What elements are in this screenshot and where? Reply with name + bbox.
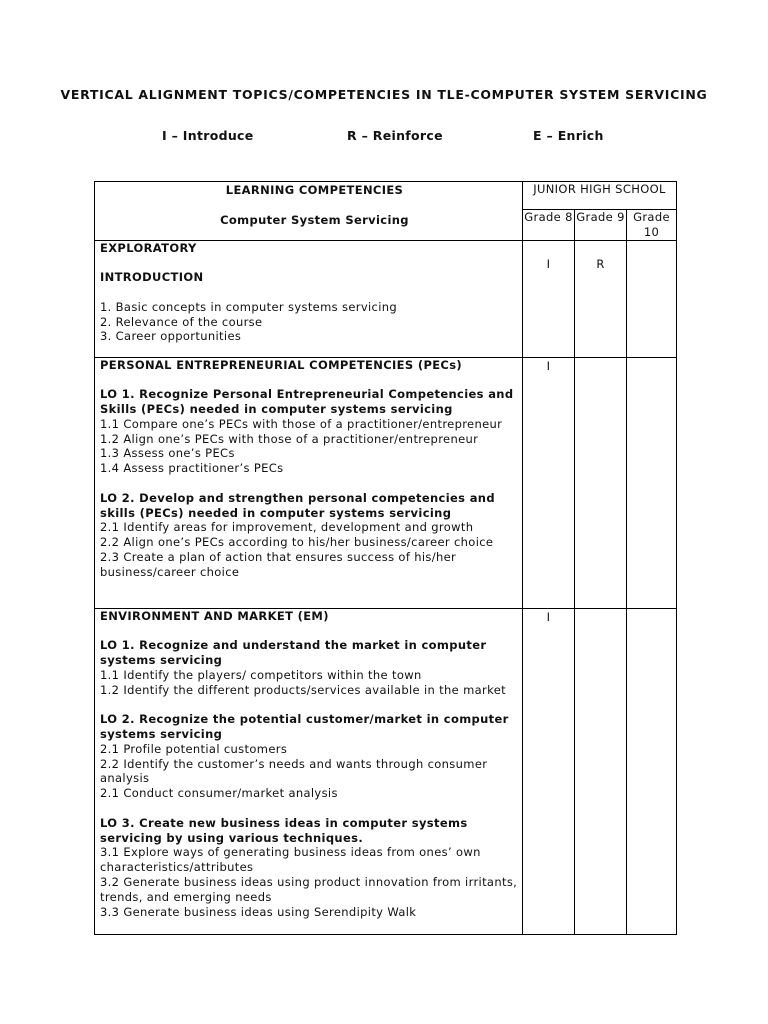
list-item: 2.1 Conduct consumer/market analysis — [100, 786, 338, 801]
section-subtitle: INTRODUCTION — [100, 270, 204, 285]
lo-heading: LO 2. Develop and strengthen personal competencies and skills (PECs) needed in computer systems servicing — [100, 490, 495, 520]
list-item: 3.2 Generate business ideas using product innovation from irritants, trends, and emerging needs — [100, 874, 518, 904]
list-item: 3.3 Generate business ideas using Serendipity Walk — [100, 904, 417, 919]
header-learning-label: LEARNING COMPETENCIES — [225, 183, 404, 197]
lo-heading: LO 2. Recognize the potential customer/market in computer systems servicing — [100, 712, 509, 741]
list-item: 2.2 Align one’s PECs according to his/her business/career choice — [100, 535, 494, 550]
grade-10-value — [627, 241, 676, 257]
section-title: PERSONAL ENTREPRENEURIAL COMPETENCIES (PECs) — [100, 357, 463, 372]
header-jhs-cell — [523, 182, 677, 210]
grade-8-cell — [523, 240, 575, 357]
grade-8-value: I — [546, 358, 551, 373]
lo-heading: LO 1. Recognize Personal Entrepreneurial Competencies and Skills (PECs) needed in computer systems servicing — [100, 387, 514, 416]
section-title: EXPLORATORY — [100, 240, 197, 255]
grade-10-cell — [627, 608, 677, 934]
list-item: 1.1 Identify the players/ competitors within the town — [100, 667, 422, 682]
list-item: 2.2 Identify the customer’s needs and wants through consumer analysis — [100, 756, 488, 786]
table-row — [95, 240, 677, 357]
list-item: 1.3 Assess one’s PECs — [100, 446, 235, 461]
list-item: 1.1 Compare one’s PECs with those of a practitioner/entrepreneur — [100, 416, 503, 431]
legend-reinforce: R – Reinforce — [347, 128, 443, 143]
grade-10-header: Grade 10 — [627, 210, 677, 241]
document-title: VERTICAL ALIGNMENT TOPICS/COMPETENCIES IN TLE-COMPUTER SYSTEM SERVICING — [60, 87, 708, 102]
header-subject-label: Computer System Servicing — [220, 212, 409, 227]
competencies-table — [94, 181, 677, 935]
list-item: 3. Career opportunities — [100, 329, 242, 344]
grade-8-value: I — [546, 256, 551, 271]
legend-enrich: E – Enrich — [533, 128, 604, 143]
list-item: 1. Basic concepts in computer systems servicing — [100, 299, 398, 314]
grade-8-value: I — [546, 609, 551, 624]
grade-8-cell — [523, 608, 575, 934]
legend-introduce: I – Introduce — [162, 128, 254, 143]
table-header-row — [95, 182, 677, 210]
list-item: 2.3 Create a plan of action that ensures success of his/her business/career choice — [100, 549, 457, 579]
list-item: 3.1 Explore ways of generating business ideas from ones’ own characteristics/attributes — [100, 845, 481, 875]
table-row — [95, 608, 677, 934]
competency-cell — [95, 357, 523, 608]
list-item: 2. Relevance of the course — [100, 314, 263, 329]
section-title: ENVIRONMENT AND MARKET (EM) — [100, 608, 329, 623]
grade-10-cell — [627, 240, 677, 357]
header-jhs-label: JUNIOR HIGH SCHOOL — [533, 182, 666, 196]
list-item: 1.4 Assess practitioner’s PECs — [100, 461, 284, 476]
grade-9-cell — [575, 357, 627, 608]
competency-cell — [95, 608, 523, 934]
grade-10-cell — [627, 357, 677, 608]
list-item: 1.2 Align one’s PECs with those of a practitioner/entrepreneur — [100, 431, 479, 446]
grade-9-cell — [575, 240, 627, 357]
competency-cell — [95, 240, 523, 357]
grade-9-cell — [575, 608, 627, 934]
list-item: 2.1 Profile potential customers — [100, 741, 288, 756]
table-row — [95, 357, 677, 608]
header-learning-cell — [95, 182, 523, 241]
grade-9-value: R — [596, 256, 605, 271]
grade-8-cell — [523, 357, 575, 608]
list-item: 2.1 Identify areas for improvement, development and growth — [100, 520, 474, 535]
lo-heading: LO 1. Recognize and understand the market in computer systems servicing — [100, 638, 487, 667]
list-item: 1.2 Identify the different products/services available in the market — [100, 682, 506, 697]
grade-9-header: Grade 9 — [575, 210, 627, 241]
lo-heading: LO 3. Create new business ideas in computer systems servicing by using various techniques. — [100, 815, 468, 845]
grade-8-header: Grade 8 — [523, 210, 575, 241]
